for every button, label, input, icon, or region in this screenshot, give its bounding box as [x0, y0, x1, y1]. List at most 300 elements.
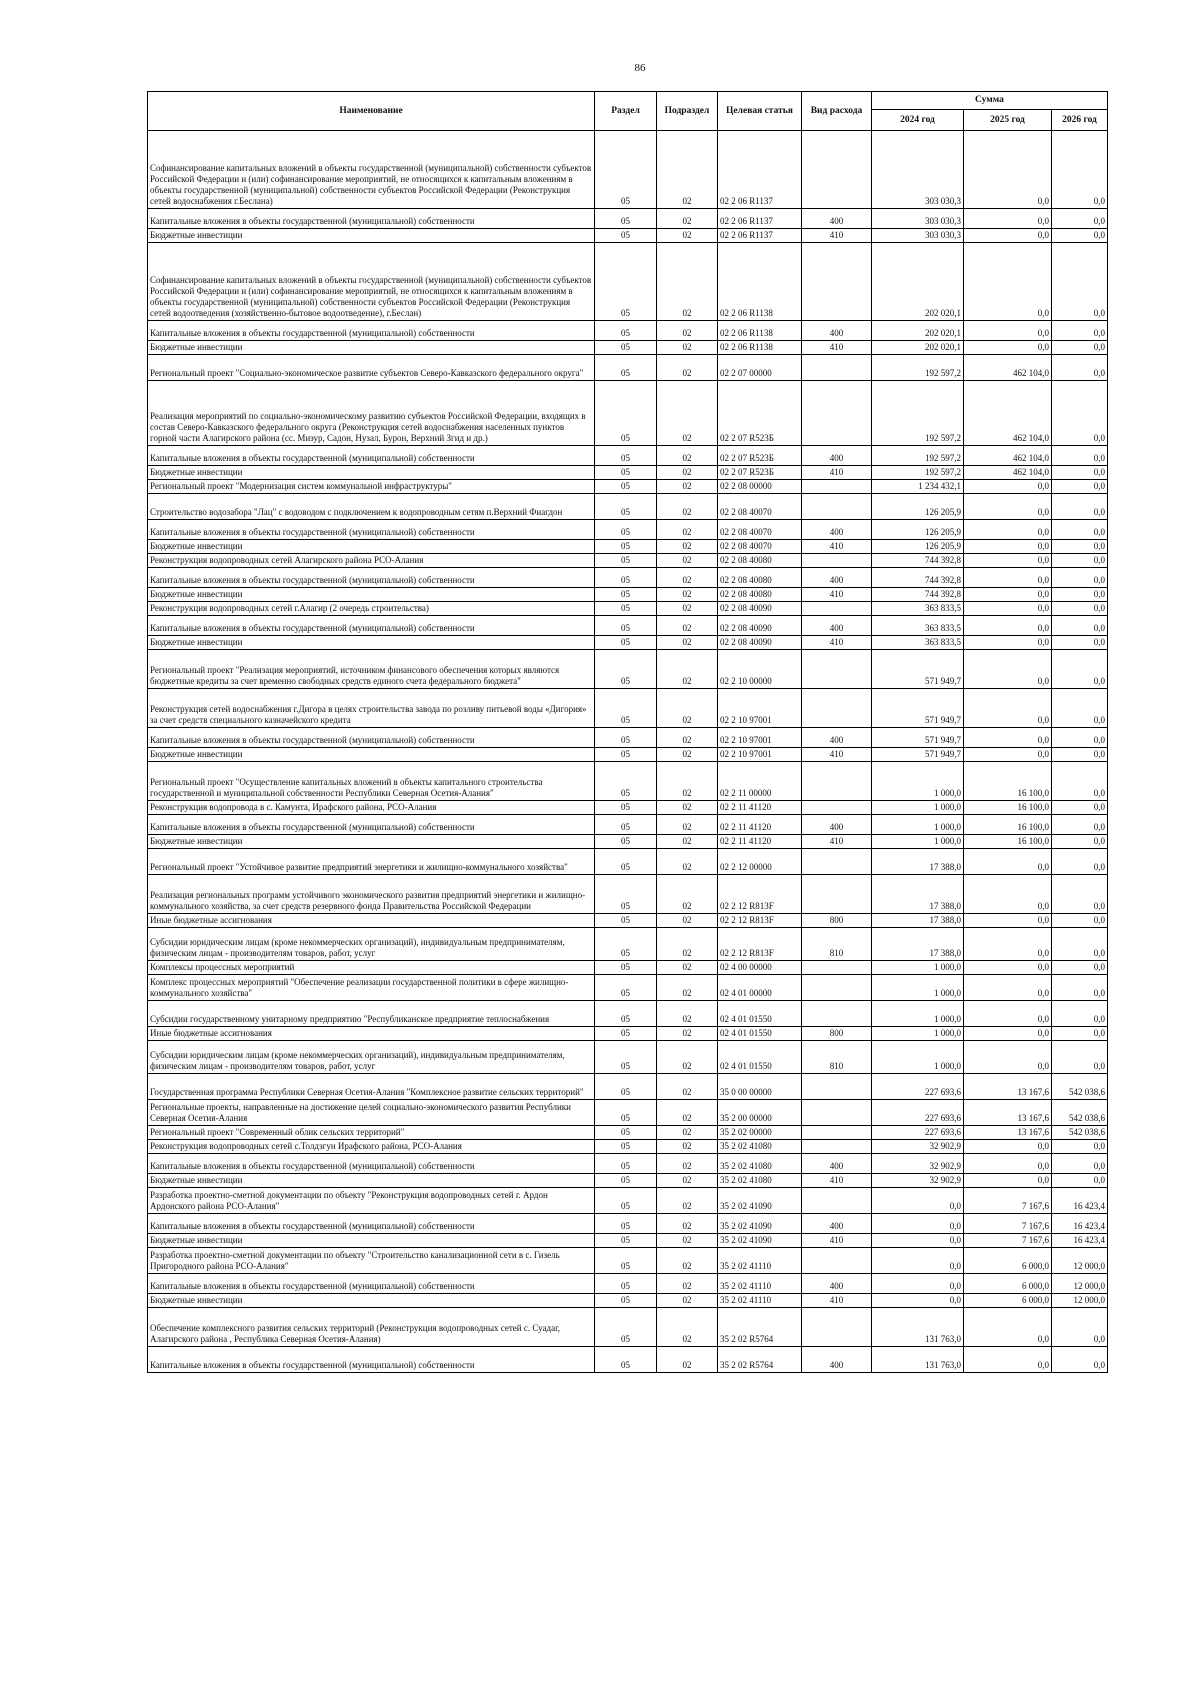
table-row	[148, 1041, 1108, 1074]
row-sum-2025: 462 104,0	[964, 355, 1052, 381]
row-target: 02 2 08 40090	[718, 636, 802, 650]
row-sum-2025: 0,0	[964, 229, 1052, 243]
row-sum-2025: 0,0	[964, 1154, 1052, 1174]
row-expense-type: 400	[802, 568, 872, 588]
row-section: 05	[595, 1274, 657, 1294]
row-expense-type	[802, 650, 872, 689]
row-sum-2025: 7 167,6	[964, 1188, 1052, 1214]
table-row	[148, 1074, 1108, 1100]
row-sum-2025: 16 100,0	[964, 801, 1052, 815]
row-subsection: 02	[657, 1248, 718, 1274]
row-expense-type	[802, 762, 872, 801]
row-sum-2026: 542 038,6	[1052, 1100, 1108, 1126]
row-sum-2024: 17 388,0	[872, 914, 964, 928]
table-body	[148, 131, 1108, 1373]
row-sum-2025: 7 167,6	[964, 1234, 1052, 1248]
row-subsection: 02	[657, 1027, 718, 1041]
row-name: Комплексы процессных мероприятий	[148, 961, 595, 975]
row-sum-2026: 16 423,4	[1052, 1214, 1108, 1234]
row-name: Капитальные вложения в объекты государственной (муниципальной) собственности	[148, 1347, 595, 1373]
row-sum-2025: 0,0	[964, 1027, 1052, 1041]
row-sum-2024: 131 763,0	[872, 1308, 964, 1347]
row-sum-2026: 542 038,6	[1052, 1074, 1108, 1100]
row-sum-2026: 0,0	[1052, 209, 1108, 229]
row-name: Региональный проект "Социально-экономическое развитие субъектов Северо-Кавказского федерального округа"	[148, 355, 595, 381]
table-row	[148, 616, 1108, 636]
row-sum-2024: 192 597,2	[872, 381, 964, 446]
row-expense-type: 400	[802, 446, 872, 466]
row-name: Обеспечение комплексного развития сельских территорий (Реконструкция водопроводных сетей с. Суадаг, Алагирского района , Республика Северная Осетия-Алания)	[148, 1308, 595, 1347]
row-sum-2026: 12 000,0	[1052, 1274, 1108, 1294]
row-sum-2024: 17 388,0	[872, 928, 964, 961]
row-sum-2025: 0,0	[964, 602, 1052, 616]
row-subsection: 02	[657, 466, 718, 480]
row-subsection: 02	[657, 801, 718, 815]
row-sum-2026: 0,0	[1052, 355, 1108, 381]
row-subsection: 02	[657, 1140, 718, 1154]
row-sum-2024: 1 000,0	[872, 961, 964, 975]
table-row	[148, 568, 1108, 588]
row-section: 05	[595, 914, 657, 928]
row-name: Капитальные вложения в объекты государственной (муниципальной) собственности	[148, 1274, 595, 1294]
row-subsection: 02	[657, 1100, 718, 1126]
row-sum-2025: 0,0	[964, 928, 1052, 961]
row-subsection: 02	[657, 355, 718, 381]
row-sum-2024: 0,0	[872, 1248, 964, 1274]
table-row	[148, 588, 1108, 602]
row-expense-type	[802, 554, 872, 568]
row-expense-type: 400	[802, 616, 872, 636]
row-name: Реконструкция водопроводных сетей г.Алагир (2 очередь строительства)	[148, 602, 595, 616]
row-expense-type: 800	[802, 1027, 872, 1041]
row-section: 05	[595, 480, 657, 494]
row-sum-2025: 0,0	[964, 568, 1052, 588]
row-sum-2025: 0,0	[964, 588, 1052, 602]
row-sum-2025: 462 104,0	[964, 446, 1052, 466]
row-section: 05	[595, 446, 657, 466]
row-sum-2024: 0,0	[872, 1188, 964, 1214]
row-sum-2026: 0,0	[1052, 321, 1108, 341]
table-row	[148, 849, 1108, 875]
row-target: 02 2 08 40090	[718, 616, 802, 636]
row-sum-2026: 0,0	[1052, 636, 1108, 650]
row-sum-2025: 0,0	[964, 636, 1052, 650]
row-target: 35 2 00 00000	[718, 1100, 802, 1126]
row-section: 05	[595, 1188, 657, 1214]
row-subsection: 02	[657, 381, 718, 446]
table-row	[148, 914, 1108, 928]
row-name: Капитальные вложения в объекты государственной (муниципальной) собственности	[148, 728, 595, 748]
table-row	[148, 1274, 1108, 1294]
row-sum-2026: 0,0	[1052, 1001, 1108, 1027]
row-section: 05	[595, 381, 657, 446]
row-sum-2024: 131 763,0	[872, 1347, 964, 1373]
row-sum-2025: 6 000,0	[964, 1294, 1052, 1308]
row-name: Региональный проект "Реализация мероприятий, источником финансового обеспечения которых являются бюджетные кредиты за счет временно свободных средств единого счета федерального бюджета"	[148, 650, 595, 689]
row-section: 05	[595, 1347, 657, 1373]
row-sum-2024: 363 833,5	[872, 616, 964, 636]
table-row	[148, 975, 1108, 1001]
header-section: Раздел	[595, 92, 657, 131]
row-expense-type: 400	[802, 815, 872, 835]
row-subsection: 02	[657, 650, 718, 689]
row-target: 35 0 00 00000	[718, 1074, 802, 1100]
row-name: Капитальные вложения в объекты государственной (муниципальной) собственности	[148, 568, 595, 588]
row-section: 05	[595, 815, 657, 835]
row-section: 05	[595, 1041, 657, 1074]
row-sum-2025: 0,0	[964, 1347, 1052, 1373]
row-sum-2025: 0,0	[964, 975, 1052, 1001]
row-section: 05	[595, 1294, 657, 1308]
row-expense-type: 400	[802, 1214, 872, 1234]
table-row	[148, 1100, 1108, 1126]
row-sum-2024: 1 000,0	[872, 1027, 964, 1041]
row-sum-2025: 7 167,6	[964, 1214, 1052, 1234]
table-row	[148, 1188, 1108, 1214]
row-name: Бюджетные инвестиции	[148, 341, 595, 355]
row-sum-2026: 0,0	[1052, 961, 1108, 975]
row-sum-2026: 0,0	[1052, 1027, 1108, 1041]
row-section: 05	[595, 875, 657, 914]
row-sum-2025: 0,0	[964, 1041, 1052, 1074]
row-sum-2024: 1 000,0	[872, 801, 964, 815]
row-name: Региональный проект "Современный облик сельских территорий"	[148, 1126, 595, 1140]
row-sum-2024: 192 597,2	[872, 466, 964, 480]
table-row	[148, 1140, 1108, 1154]
row-sum-2024: 1 000,0	[872, 1001, 964, 1027]
table-row	[148, 835, 1108, 849]
header-2024: 2024 год	[872, 110, 964, 131]
row-sum-2025: 0,0	[964, 243, 1052, 321]
row-section: 05	[595, 1174, 657, 1188]
table-row	[148, 1001, 1108, 1027]
row-sum-2026: 0,0	[1052, 229, 1108, 243]
row-expense-type: 410	[802, 588, 872, 602]
row-sum-2025: 0,0	[964, 520, 1052, 540]
row-sum-2024: 0,0	[872, 1294, 964, 1308]
page-number: 86	[634, 62, 646, 74]
row-sum-2025: 0,0	[964, 554, 1052, 568]
row-expense-type: 400	[802, 1347, 872, 1373]
row-subsection: 02	[657, 1074, 718, 1100]
row-target: 35 2 02 41110	[718, 1248, 802, 1274]
row-subsection: 02	[657, 1308, 718, 1347]
row-target: 02 4 01 01550	[718, 1027, 802, 1041]
row-name: Бюджетные инвестиции	[148, 636, 595, 650]
table-row	[148, 1174, 1108, 1188]
row-section: 05	[595, 1140, 657, 1154]
row-subsection: 02	[657, 914, 718, 928]
row-target: 02 2 08 40070	[718, 540, 802, 554]
row-name: Иные бюджетные ассигнования	[148, 914, 595, 928]
row-sum-2024: 32 902,9	[872, 1154, 964, 1174]
row-name: Реконструкция водопровода в с. Камунта, Ирафского района, РСО-Алания	[148, 801, 595, 815]
row-sum-2024: 126 205,9	[872, 494, 964, 520]
row-section: 05	[595, 1126, 657, 1140]
row-name: Государственная программа Республики Северная Осетия-Алания "Комплексное развитие сельских территорий"	[148, 1074, 595, 1100]
row-name: Софинансирование капитальных вложений в объекты государственной (муниципальной) собственности субъектов Российской Федерации и (или) софинансирование мероприятий, не относящихся к капитальным вложениям в объекты государственной (муниципальной) собственности субъектов Российской Федерации (Реконструкция сетей водоснабжения г.Беслана)	[148, 131, 595, 209]
row-sum-2024: 363 833,5	[872, 636, 964, 650]
row-sum-2025: 0,0	[964, 341, 1052, 355]
table-row	[148, 728, 1108, 748]
row-section: 05	[595, 1214, 657, 1234]
row-target: 35 2 02 41090	[718, 1234, 802, 1248]
row-sum-2024: 0,0	[872, 1274, 964, 1294]
row-target: 35 2 02 R5764	[718, 1347, 802, 1373]
row-sum-2026: 0,0	[1052, 928, 1108, 961]
row-sum-2026: 0,0	[1052, 616, 1108, 636]
row-sum-2025: 0,0	[964, 131, 1052, 209]
row-subsection: 02	[657, 1188, 718, 1214]
table-row	[148, 381, 1108, 446]
row-section: 05	[595, 1308, 657, 1347]
row-expense-type	[802, 243, 872, 321]
row-sum-2025: 16 100,0	[964, 762, 1052, 801]
table-row	[148, 209, 1108, 229]
row-section: 05	[595, 602, 657, 616]
row-sum-2025: 0,0	[964, 689, 1052, 728]
row-target: 02 4 01 01550	[718, 1001, 802, 1027]
row-sum-2026: 0,0	[1052, 650, 1108, 689]
row-target: 02 2 12 R813F	[718, 875, 802, 914]
table-row	[148, 961, 1108, 975]
row-sum-2026: 0,0	[1052, 568, 1108, 588]
row-expense-type: 810	[802, 928, 872, 961]
row-expense-type: 410	[802, 835, 872, 849]
table-row	[148, 554, 1108, 568]
row-target: 35 2 02 41090	[718, 1188, 802, 1214]
row-sum-2024: 744 392,8	[872, 588, 964, 602]
row-sum-2026: 0,0	[1052, 1174, 1108, 1188]
row-target: 02 2 08 00000	[718, 480, 802, 494]
row-target: 35 2 02 41080	[718, 1174, 802, 1188]
row-expense-type	[802, 602, 872, 616]
row-name: Реализация мероприятий по социально-экономическому развитию субъектов Российской Федерации, входящих в состав Северо-Кавказского федерального округа (Реконструкция сетей водоснабжения населенных пунктов горной части Алагирского района (сс. Мизур, Садон, Нузал, Бурон, Верхний Згид и др.)	[148, 381, 595, 446]
row-sum-2024: 32 902,9	[872, 1140, 964, 1154]
row-sum-2025: 0,0	[964, 494, 1052, 520]
header-expense-type: Вид расхода	[802, 92, 872, 131]
row-target: 02 2 08 40080	[718, 588, 802, 602]
table-row	[148, 602, 1108, 616]
row-target: 02 2 11 41120	[718, 801, 802, 815]
row-target: 35 2 02 41080	[718, 1154, 802, 1174]
row-subsection: 02	[657, 568, 718, 588]
row-expense-type	[802, 1248, 872, 1274]
row-target: 02 4 00 00000	[718, 961, 802, 975]
table-row	[148, 341, 1108, 355]
row-sum-2026: 542 038,6	[1052, 1126, 1108, 1140]
row-section: 05	[595, 689, 657, 728]
table-row	[148, 1126, 1108, 1140]
row-name: Капитальные вложения в объекты государственной (муниципальной) собственности	[148, 520, 595, 540]
row-target: 35 2 02 00000	[718, 1126, 802, 1140]
row-subsection: 02	[657, 209, 718, 229]
row-subsection: 02	[657, 1154, 718, 1174]
row-section: 05	[595, 321, 657, 341]
row-section: 05	[595, 616, 657, 636]
row-target: 02 2 06 R1138	[718, 321, 802, 341]
row-target: 02 2 07 R523Б	[718, 381, 802, 446]
table-row	[148, 636, 1108, 650]
row-sum-2026: 0,0	[1052, 1308, 1108, 1347]
row-sum-2026: 0,0	[1052, 728, 1108, 748]
row-target: 02 4 01 00000	[718, 975, 802, 1001]
row-name: Бюджетные инвестиции	[148, 1174, 595, 1188]
row-expense-type: 410	[802, 229, 872, 243]
row-name: Субсидии государственному унитарному предприятию "Республиканское предприятие теплоснабжения	[148, 1001, 595, 1027]
row-sum-2024: 1 000,0	[872, 975, 964, 1001]
row-expense-type	[802, 961, 872, 975]
row-target: 02 2 11 41120	[718, 815, 802, 835]
row-subsection: 02	[657, 540, 718, 554]
row-subsection: 02	[657, 243, 718, 321]
row-name: Капитальные вложения в объекты государственной (муниципальной) собственности	[148, 616, 595, 636]
table-row	[148, 446, 1108, 466]
table-row	[148, 650, 1108, 689]
row-name: Софинансирование капитальных вложений в объекты государственной (муниципальной) собственности субъектов Российской Федерации и (или) софинансирование мероприятий, не относящихся к капитальным вложениям в объекты государственной (муниципальной) собственности субъектов Российской Федерации (Реконструкция сетей водоотведения (хозяйственно-бытовое водоотведение), г.Беслан)	[148, 243, 595, 321]
header-target: Целевая статья	[718, 92, 802, 131]
row-expense-type: 810	[802, 1041, 872, 1074]
row-target: 02 2 10 00000	[718, 650, 802, 689]
row-sum-2024: 0,0	[872, 1234, 964, 1248]
table-row	[148, 1214, 1108, 1234]
row-section: 05	[595, 131, 657, 209]
row-target: 02 2 07 R523Б	[718, 466, 802, 480]
row-expense-type: 400	[802, 321, 872, 341]
row-target: 02 2 06 R1138	[718, 341, 802, 355]
row-subsection: 02	[657, 554, 718, 568]
row-sum-2024: 571 949,7	[872, 650, 964, 689]
row-section: 05	[595, 520, 657, 540]
row-sum-2025: 0,0	[964, 540, 1052, 554]
table-row	[148, 928, 1108, 961]
row-sum-2026: 0,0	[1052, 1041, 1108, 1074]
row-expense-type: 400	[802, 1274, 872, 1294]
row-sum-2025: 0,0	[964, 650, 1052, 689]
row-sum-2024: 17 388,0	[872, 875, 964, 914]
row-expense-type	[802, 381, 872, 446]
row-section: 05	[595, 229, 657, 243]
row-target: 02 2 06 R1137	[718, 131, 802, 209]
row-target: 02 2 11 41120	[718, 835, 802, 849]
row-sum-2024: 32 902,9	[872, 1174, 964, 1188]
table-row	[148, 466, 1108, 480]
row-expense-type: 400	[802, 520, 872, 540]
row-name: Реконструкция водопроводных сетей Алагирского района РСО-Алания	[148, 554, 595, 568]
row-expense-type: 800	[802, 914, 872, 928]
row-sum-2026: 0,0	[1052, 480, 1108, 494]
row-subsection: 02	[657, 1347, 718, 1373]
row-section: 05	[595, 801, 657, 815]
row-sum-2024: 126 205,9	[872, 540, 964, 554]
row-sum-2026: 0,0	[1052, 1347, 1108, 1373]
row-target: 35 2 02 41110	[718, 1294, 802, 1308]
row-expense-type: 410	[802, 1234, 872, 1248]
row-sum-2024: 571 949,7	[872, 748, 964, 762]
row-name: Капитальные вложения в объекты государственной (муниципальной) собственности	[148, 209, 595, 229]
row-subsection: 02	[657, 1214, 718, 1234]
row-name: Региональный проект "Модернизация систем коммунальной инфраструктуры"	[148, 480, 595, 494]
row-name: Разработка проектно-сметной документации по объекту "Реконструкция водопроводных сетей г. Ардон Ардонского района РСО-Алания"	[148, 1188, 595, 1214]
row-name: Капитальные вложения в объекты государственной (муниципальной) собственности	[148, 321, 595, 341]
row-name: Субсидии юридическим лицам (кроме некоммерческих организаций), индивидуальным предпринимателям, физическим лицам - производителям товаров, работ, услуг	[148, 1041, 595, 1074]
row-sum-2024: 571 949,7	[872, 689, 964, 728]
row-sum-2024: 17 388,0	[872, 849, 964, 875]
row-expense-type: 410	[802, 636, 872, 650]
row-sum-2025: 462 104,0	[964, 466, 1052, 480]
row-expense-type	[802, 975, 872, 1001]
row-section: 05	[595, 849, 657, 875]
row-section: 05	[595, 835, 657, 849]
row-sum-2025: 16 100,0	[964, 815, 1052, 835]
table-row	[148, 243, 1108, 321]
row-section: 05	[595, 341, 657, 355]
row-subsection: 02	[657, 588, 718, 602]
header-subsection: Подраздел	[657, 92, 718, 131]
row-sum-2024: 1 000,0	[872, 1041, 964, 1074]
row-sum-2024: 227 693,6	[872, 1100, 964, 1126]
row-sum-2024: 571 949,7	[872, 728, 964, 748]
row-target: 02 2 10 97001	[718, 748, 802, 762]
row-sum-2026: 0,0	[1052, 1140, 1108, 1154]
row-sum-2026: 0,0	[1052, 849, 1108, 875]
row-expense-type: 410	[802, 1294, 872, 1308]
row-sum-2025: 0,0	[964, 728, 1052, 748]
row-sum-2025: 0,0	[964, 1308, 1052, 1347]
row-section: 05	[595, 466, 657, 480]
row-subsection: 02	[657, 1126, 718, 1140]
row-expense-type	[802, 1001, 872, 1027]
row-section: 05	[595, 636, 657, 650]
row-name: Строительство водозабора "Лац" с водоводом с подключением к водопроводным сетям п.Верхний Фиагдон	[148, 494, 595, 520]
table-row	[148, 1308, 1108, 1347]
table-row	[148, 355, 1108, 381]
row-sum-2026: 0,0	[1052, 554, 1108, 568]
row-expense-type	[802, 1126, 872, 1140]
row-expense-type	[802, 689, 872, 728]
row-sum-2024: 303 030,3	[872, 209, 964, 229]
row-expense-type	[802, 1074, 872, 1100]
row-sum-2025: 13 167,6	[964, 1100, 1052, 1126]
row-sum-2024: 227 693,6	[872, 1074, 964, 1100]
row-section: 05	[595, 1074, 657, 1100]
row-sum-2026: 0,0	[1052, 243, 1108, 321]
table-row	[148, 520, 1108, 540]
row-section: 05	[595, 1234, 657, 1248]
table-row	[148, 131, 1108, 209]
row-sum-2024: 0,0	[872, 1214, 964, 1234]
row-name: Комплекс процессных мероприятий "Обеспечение реализации государственной политики в сфере жилищно-коммунального хозяйства"	[148, 975, 595, 1001]
row-target: 02 4 01 01550	[718, 1041, 802, 1074]
row-expense-type: 400	[802, 728, 872, 748]
row-sum-2024: 192 597,2	[872, 446, 964, 466]
row-sum-2025: 0,0	[964, 480, 1052, 494]
row-name: Бюджетные инвестиции	[148, 466, 595, 480]
row-sum-2024: 227 693,6	[872, 1126, 964, 1140]
row-section: 05	[595, 588, 657, 602]
row-target: 02 2 07 R523Б	[718, 446, 802, 466]
row-target: 02 2 12 00000	[718, 849, 802, 875]
row-sum-2026: 0,0	[1052, 875, 1108, 914]
row-subsection: 02	[657, 321, 718, 341]
row-sum-2026: 0,0	[1052, 131, 1108, 209]
row-sum-2026: 0,0	[1052, 520, 1108, 540]
table-row	[148, 815, 1108, 835]
row-sum-2025: 0,0	[964, 1140, 1052, 1154]
row-sum-2025: 0,0	[964, 961, 1052, 975]
row-sum-2024: 1 000,0	[872, 815, 964, 835]
row-sum-2024: 1 234 432,1	[872, 480, 964, 494]
